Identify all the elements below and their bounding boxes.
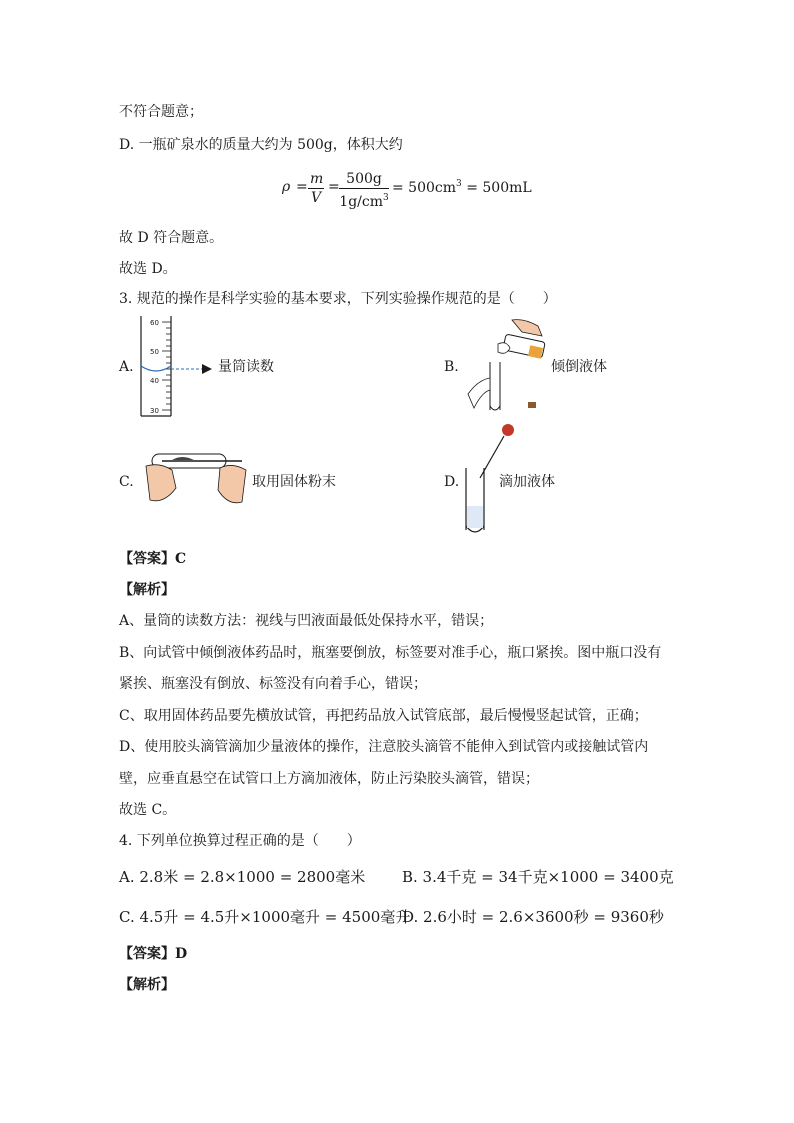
analysis-3-heading: 【解析】 xyxy=(119,582,175,598)
m-over-v-fraction xyxy=(308,170,324,207)
numerator-m: m xyxy=(310,171,324,187)
dropper-bulb xyxy=(502,424,514,436)
option-b-letter: B. xyxy=(444,359,459,375)
hand-icon xyxy=(218,465,246,502)
result-volume: = $500cm^3 = 500mL$ xyxy=(392,179,532,196)
bottle-stopper xyxy=(528,402,536,408)
option-a-label: 量筒读数 xyxy=(218,359,274,375)
denominator-density: $1g/cm^3$ xyxy=(339,193,389,210)
pouring-liquid-figure xyxy=(462,318,552,414)
hand-icon xyxy=(512,320,542,336)
option-c-label: 取用固体粉末 xyxy=(252,474,336,490)
text-line: B、向试管中倾倒液体药品时，瓶塞要倒放，标签要对准手心，瓶口紧挨。图中瓶口没有 xyxy=(119,645,662,661)
q4-option-c: C. 4.5升 = 4.5升×1000毫升 = 4500毫升 xyxy=(119,908,411,926)
text-line: 故选 D。 xyxy=(119,261,177,277)
q4-option-b: B. 3.4千克 = 34千克×1000 = 3400克 xyxy=(402,868,674,886)
tick-label: 50 xyxy=(150,348,159,356)
text-line: 故 D 符合题意。 xyxy=(119,230,224,246)
question-4: 4. 下列单位换算过程正确的是（ ） xyxy=(119,833,361,849)
option-b-label: 倾倒液体 xyxy=(551,359,607,375)
text-line: 紧挨、瓶塞没有倒放、标签没有向着手心，错误； xyxy=(119,676,427,692)
text-line: D、使用胶头滴管滴加少量液体的操作，注意胶头滴管不能伸入到试管内或接触试管内 xyxy=(119,739,649,755)
text-line: A、量筒的读数方法：视线与凹液面最低处保持水平，错误； xyxy=(119,613,494,629)
option-d-label: 滴加液体 xyxy=(499,474,555,490)
meniscus xyxy=(141,366,171,371)
equals-sign: = xyxy=(296,179,308,195)
hand-icon xyxy=(468,378,490,408)
tick-label: 40 xyxy=(150,377,159,385)
text-line: 壁，应垂直悬空在试管口上方滴加液体，防止污染胶头滴管，错误； xyxy=(119,771,539,787)
answer-3: 【答案】C xyxy=(119,551,187,567)
denominator-v: V xyxy=(310,190,322,206)
liquid xyxy=(467,506,483,528)
equals-sign: = xyxy=(328,179,340,195)
q4-option-d: D. 2.6小时 = 2.6×3600秒 = 9360秒 xyxy=(402,908,664,926)
analysis-4-heading: 【解析】 xyxy=(119,977,175,993)
solid-powder-figure xyxy=(142,448,252,510)
numerator-500g: 500g xyxy=(339,170,389,189)
question-3: 3. 规范的操作是科学实验的基本要求，下列实验操作规范的是（ ） xyxy=(119,291,557,307)
option-a-letter: A. xyxy=(119,359,134,375)
option-c-letter: C. xyxy=(119,474,134,490)
mass-over-density-fraction xyxy=(339,170,389,211)
tick-label: 30 xyxy=(150,407,159,415)
text-line: C、取用固体药品要先横放试管，再把药品放入试管底部，最后慢慢竖起试管，正确； xyxy=(119,708,648,724)
hand-icon xyxy=(146,465,176,501)
text-line: 不符合题意； xyxy=(119,104,203,120)
answer-4: 【答案】D xyxy=(119,946,188,962)
text-line: D. 一瓶矿泉水的质量大约为 500g，体积大约 xyxy=(119,137,403,153)
eye-icon xyxy=(202,364,212,374)
option-d-letter: D. xyxy=(444,474,460,490)
text-line: 故选 C。 xyxy=(119,802,177,818)
rho-symbol: ρ xyxy=(282,179,291,195)
tick-label: 60 xyxy=(150,319,159,327)
q4-option-a: A. 2.8米 = 2.8×1000 = 2800毫米 xyxy=(119,868,366,886)
